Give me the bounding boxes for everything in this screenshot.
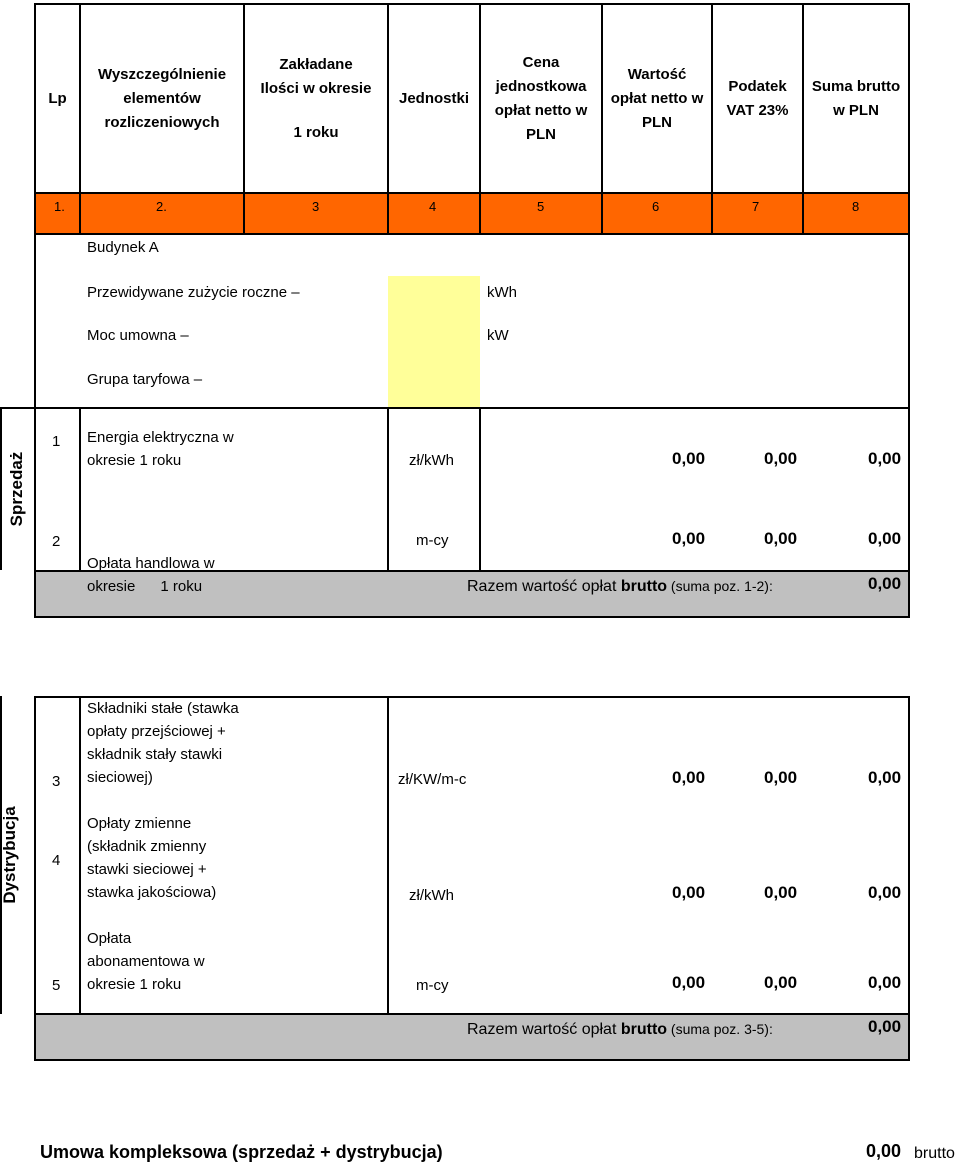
sales-row-1-net: 0,00 [672, 449, 706, 468]
number-row-8: 8 [852, 199, 860, 214]
distribution-row-3-unit: zł/KW/m-c [398, 771, 467, 788]
distribution-row-5-lp: 5 [52, 977, 61, 994]
building-name: Budynek A [87, 239, 159, 256]
sales-row-2-net: 0,00 [672, 529, 706, 548]
distribution-row-4-net: 0,00 [672, 883, 706, 902]
sales-total-label: Razem wartość opłat brutto (suma poz. 1-2): [467, 578, 773, 595]
header-lp: Lp [48, 89, 67, 107]
number-row-1: 1. [54, 199, 65, 214]
header-description: Wyszczególnienie elementów rozliczeniowych [97, 65, 227, 131]
number-row-4: 4 [429, 199, 437, 214]
contract-power-label: Moc umowna – [87, 327, 189, 344]
contract-power-unit: kW [487, 327, 509, 344]
distribution-row-3-gross: 0,00 [868, 768, 902, 787]
sales-row-1-vat: 0,00 [764, 449, 798, 468]
number-row-5: 5 [537, 199, 545, 214]
number-row-2: 2. [156, 199, 167, 214]
distribution-section-label: Dystrybucja [0, 806, 19, 904]
distribution-row-3-desc: Składniki stałe (stawka opłaty przejściowej + składnik stały stawki sieciowej) [87, 700, 239, 786]
distribution-row-3-vat: 0,00 [764, 768, 798, 787]
number-row-7: 7 [752, 199, 760, 214]
distribution-row-5-gross: 0,00 [868, 973, 902, 992]
distribution-row-4-vat: 0,00 [764, 883, 798, 902]
header-units: Jednostki [398, 89, 470, 107]
header-net-value: Wartość opłat netto w PLN [610, 65, 704, 131]
distribution-row-3-net: 0,00 [672, 768, 706, 787]
distribution-row-4-lp: 4 [52, 852, 61, 869]
sales-row-1-desc: Energia elektryczna w okresie 1 roku [87, 429, 234, 469]
distribution-row-4-gross: 0,00 [868, 883, 902, 902]
sales-row-2-desc: Opłata handlowa w okresie 1 roku [87, 555, 215, 595]
sales-row-1-gross: 0,00 [868, 449, 902, 468]
footer-suffix: brutto [914, 1145, 955, 1162]
distribution-row-5-unit: m-cy [416, 977, 449, 994]
annual-usage-label: Przewidywane zużycie roczne – [87, 284, 300, 301]
distribution-row-5-vat: 0,00 [764, 973, 798, 992]
distribution-row-4-unit: zł/kWh [409, 887, 454, 904]
annual-usage-unit: kWh [487, 284, 517, 301]
sales-row-1-unit: zł/kWh [409, 452, 454, 469]
distribution-total-label: Razem wartość opłat brutto (suma poz. 3-5): [467, 1021, 773, 1038]
sales-row-2-gross: 0,00 [868, 529, 902, 548]
sales-row-2-unit: m-cy [416, 532, 449, 549]
distribution-row-3-lp: 3 [52, 773, 61, 790]
distribution-row-5-net: 0,00 [672, 973, 706, 992]
sales-row-2-vat: 0,00 [764, 529, 798, 548]
footer-label: Umowa kompleksowa (sprzedaż + dystrybucja) [40, 1142, 443, 1162]
sales-total-value: 0,00 [868, 574, 902, 593]
distribution-row-5-desc: Opłata abonamentowa w okresie 1 roku [87, 930, 205, 993]
sales-row-1-lp: 1 [52, 433, 61, 450]
number-row-3: 3 [312, 199, 320, 214]
header-unit-price: Cena jednostkowa opłat netto w PLN [494, 53, 588, 143]
number-row-6: 6 [652, 199, 660, 214]
distribution-total-value: 0,00 [868, 1017, 902, 1036]
header-vat: Podatek VAT 23% [726, 77, 789, 119]
header-quantity: Zakładane Ilości w okresie 1 roku [260, 55, 372, 141]
footer-value: 0,00 [866, 1141, 902, 1161]
sales-section-label: Sprzedaż [7, 451, 26, 527]
header-gross-sum: Suma brutto w PLN [811, 77, 901, 119]
sales-row-2-lp: 2 [52, 533, 61, 550]
tariff-group-label: Grupa taryfowa – [87, 371, 203, 388]
input-highlight[interactable] [388, 276, 480, 407]
distribution-row-4-desc: Opłaty zmienne (składnik zmienny stawki sieciowej + stawka jakościowa) [87, 815, 217, 901]
